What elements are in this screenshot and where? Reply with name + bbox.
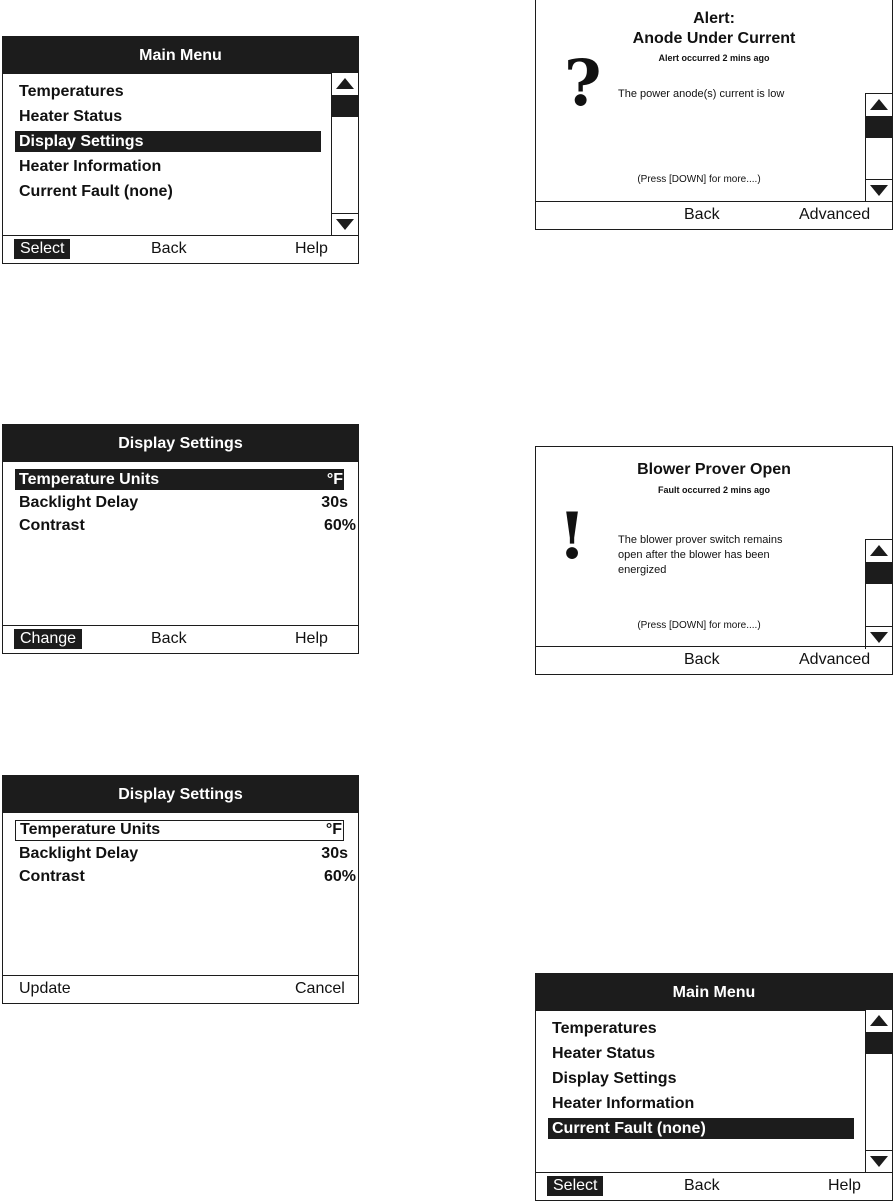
- question-mark-icon: ?: [564, 46, 602, 121]
- softkey-select[interactable]: Select: [547, 1176, 603, 1196]
- setting-row-contrast[interactable]: [15, 866, 356, 887]
- press-down-hint: (Press [DOWN] for more....): [637, 174, 761, 185]
- scroll-up-button[interactable]: [866, 94, 892, 117]
- softkey-bar: [536, 201, 892, 229]
- scrollbar[interactable]: [865, 93, 892, 202]
- setting-row-backlight-delay[interactable]: [15, 843, 356, 864]
- softkey-cancel[interactable]: Cancel: [295, 980, 345, 997]
- fault-message-line: open after the blower has been: [618, 549, 770, 561]
- menu-item-temperatures[interactable]: Temperatures: [552, 1020, 657, 1037]
- softkey-help[interactable]: Help: [295, 240, 328, 257]
- triangle-down-icon: [870, 1156, 888, 1167]
- alert-title: Anode Under Current: [632, 30, 796, 47]
- softkey-back[interactable]: Back: [151, 240, 187, 257]
- setting-row-temperature-units[interactable]: [15, 469, 344, 490]
- setting-value: °F: [325, 821, 342, 838]
- fault-title: Blower Prover Open: [637, 461, 791, 478]
- setting-value: 30s: [321, 845, 348, 862]
- scroll-thumb[interactable]: [866, 1032, 892, 1054]
- main-menu-screen-1: [2, 36, 359, 264]
- screen-title: Main Menu: [536, 974, 892, 1011]
- softkey-advanced[interactable]: Advanced: [799, 651, 871, 668]
- menu-item-display-settings[interactable]: Display Settings: [552, 1070, 677, 1087]
- triangle-up-icon: [870, 99, 888, 110]
- setting-value: 30s: [321, 494, 348, 511]
- scroll-down-button[interactable]: [332, 213, 358, 236]
- softkey-select[interactable]: Select: [14, 239, 70, 259]
- press-down-hint: (Press [DOWN] for more....): [637, 620, 761, 631]
- menu-item-display-settings[interactable]: Display Settings: [15, 131, 321, 152]
- triangle-down-icon: [870, 632, 888, 643]
- softkey-help[interactable]: Help: [828, 1177, 861, 1194]
- menu-item-current-fault[interactable]: Current Fault (none): [19, 183, 173, 200]
- menu-item-heater-status[interactable]: Heater Status: [19, 108, 123, 125]
- setting-row-contrast[interactable]: [15, 515, 356, 536]
- setting-value: °F: [326, 471, 343, 488]
- softkey-bar: [3, 975, 358, 1003]
- softkey-bar: [536, 1172, 892, 1200]
- display-settings-screen-2: [2, 775, 359, 1004]
- fault-occurred: Fault occurred 2 mins ago: [657, 485, 771, 495]
- alert-screen: [535, 0, 893, 230]
- setting-label: Temperature Units: [20, 821, 161, 838]
- exclamation-icon: !: [558, 499, 587, 574]
- alert-heading: Alert:: [693, 10, 735, 27]
- display-settings-screen-1: [2, 424, 359, 654]
- triangle-up-icon: [870, 1015, 888, 1026]
- scroll-down-button[interactable]: [866, 1150, 892, 1173]
- setting-value: 60%: [323, 868, 356, 885]
- softkey-back[interactable]: Back: [684, 206, 720, 223]
- screen-title: Display Settings: [3, 776, 358, 813]
- softkey-advanced[interactable]: Advanced: [799, 206, 871, 223]
- softkey-back[interactable]: Back: [151, 630, 187, 647]
- scrollbar[interactable]: [331, 73, 358, 236]
- scroll-up-button[interactable]: [332, 73, 358, 96]
- menu-item-heater-status[interactable]: Heater Status: [552, 1045, 656, 1062]
- triangle-down-icon: [870, 185, 888, 196]
- softkey-back[interactable]: Back: [684, 1177, 720, 1194]
- setting-row-backlight-delay[interactable]: [15, 492, 356, 513]
- softkey-back[interactable]: Back: [684, 651, 720, 668]
- softkey-change[interactable]: Change: [14, 629, 82, 649]
- fault-screen: [535, 446, 893, 675]
- scrollbar[interactable]: [865, 539, 892, 649]
- scroll-up-button[interactable]: [866, 1010, 892, 1033]
- setting-label: Temperature Units: [19, 471, 160, 488]
- setting-label: Backlight Delay: [19, 494, 139, 511]
- screen-title: Display Settings: [3, 425, 358, 462]
- main-menu-screen-2: [535, 973, 893, 1201]
- softkey-bar: [3, 235, 358, 263]
- setting-value: 60%: [323, 517, 356, 534]
- setting-label: Backlight Delay: [19, 845, 139, 862]
- menu-item-heater-information[interactable]: Heater Information: [552, 1095, 695, 1112]
- fault-message: [618, 533, 782, 578]
- scrollbar[interactable]: [865, 1010, 892, 1173]
- menu-item-current-fault[interactable]: Current Fault (none): [548, 1118, 854, 1139]
- scroll-thumb[interactable]: [332, 95, 358, 117]
- softkey-update[interactable]: Update: [19, 980, 71, 997]
- setting-label: Contrast: [19, 517, 85, 534]
- scroll-down-button[interactable]: [866, 179, 892, 202]
- triangle-up-icon: [870, 545, 888, 556]
- softkey-help[interactable]: Help: [295, 630, 328, 647]
- softkey-bar: [3, 625, 358, 653]
- setting-row-temperature-units[interactable]: [15, 820, 344, 841]
- softkey-bar: [536, 646, 892, 674]
- scroll-thumb[interactable]: [866, 116, 892, 138]
- screen-title: Main Menu: [3, 37, 358, 74]
- alert-occurred: Alert occurred 2 mins ago: [658, 53, 770, 63]
- scroll-up-button[interactable]: [866, 540, 892, 563]
- menu-item-temperatures[interactable]: Temperatures: [19, 83, 124, 100]
- fault-message-line: The blower prover switch remains: [618, 534, 783, 546]
- triangle-down-icon: [336, 219, 354, 230]
- scroll-thumb[interactable]: [866, 562, 892, 584]
- menu-item-heater-information[interactable]: Heater Information: [19, 158, 162, 175]
- setting-label: Contrast: [19, 868, 85, 885]
- fault-message-line: energized: [618, 564, 667, 576]
- alert-message: The power anode(s) current is low: [618, 88, 785, 100]
- triangle-up-icon: [336, 78, 354, 89]
